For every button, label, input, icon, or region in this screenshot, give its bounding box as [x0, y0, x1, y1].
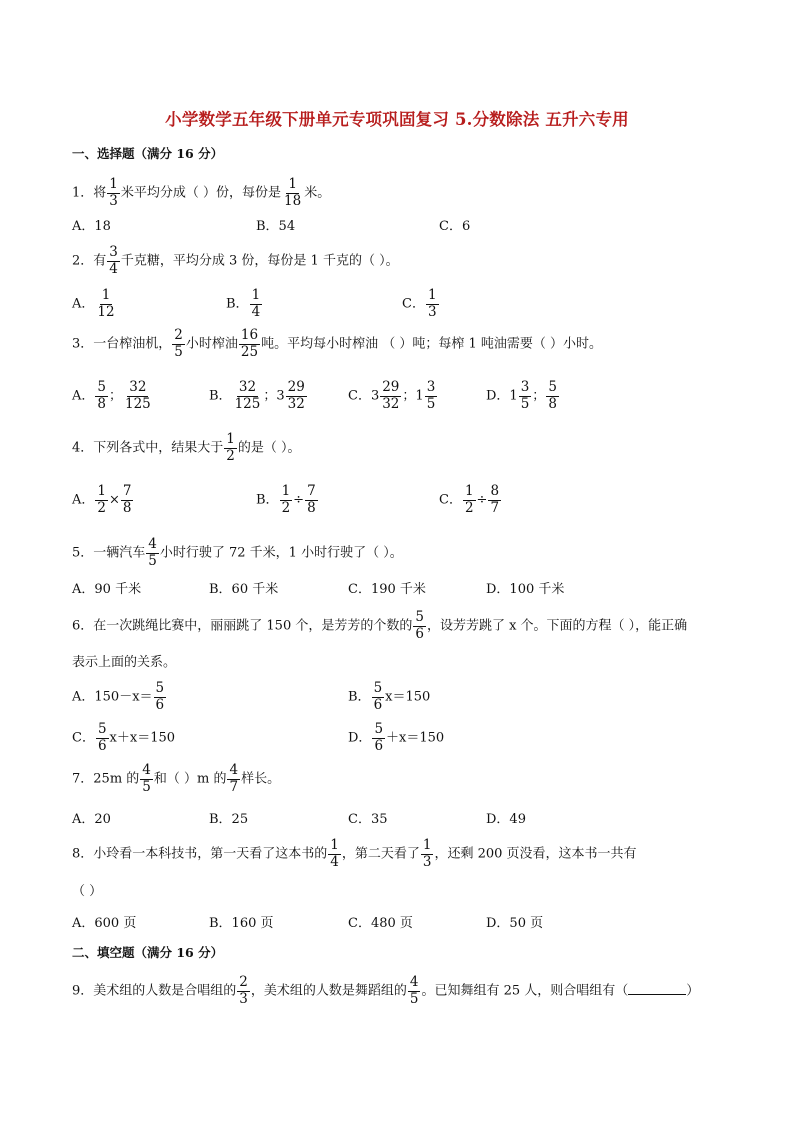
question-8-options	[72, 917, 722, 933]
q1-text-a: 1．将	[72, 185, 107, 201]
question-6-options-row1	[72, 681, 722, 717]
q6-text-b: ，设芳芳跳了 x 个。下面的方程（ ），能正确	[426, 618, 688, 634]
q2-text-b: 千克糖，平均分成 3 份，每份是 1 千克的（ ）。	[120, 253, 399, 269]
q9-text-b: ，美术组的人数是舞蹈组的	[250, 983, 407, 999]
q7-text-c: 样长。	[241, 771, 281, 787]
question-4-options	[72, 484, 722, 520]
q7-fraction-1: $\frac{4}{5}$	[142, 762, 151, 795]
q2-text-a: 2．有	[72, 253, 107, 269]
q7-option-d[interactable]: D．49	[486, 812, 526, 827]
q6-option-b[interactable]: B． $\frac{5}{6}$ x＝150	[348, 680, 431, 713]
q8-option-d[interactable]: D．50 页	[486, 916, 544, 931]
q3-fraction-1: $\frac{2}{5}$	[174, 327, 183, 360]
question-6-options-row2	[72, 722, 722, 758]
q1-text-b: 米平均分成（ ）份，每份是	[120, 185, 282, 201]
question-6	[72, 610, 687, 642]
q5-option-b[interactable]: B．60 千米	[209, 582, 279, 597]
q7-option-a[interactable]: A．20	[72, 812, 111, 827]
q7-text-a: 7．25m 的	[72, 771, 140, 787]
q2-fraction: $\frac{3}{4}$	[109, 244, 118, 277]
q9-text-a: 9．美术组的人数是合唱组的	[72, 983, 237, 999]
q4-option-b[interactable]: B． $\frac{1}{2}$ ÷ $\frac{7}{8}$	[256, 483, 316, 516]
q8-text-b: ，第二天看了	[341, 846, 420, 862]
q4-text-b: 的是（ ）。	[237, 440, 301, 456]
q1-option-a[interactable]: A．18	[72, 219, 111, 234]
q9-fraction-2: $\frac{4}{5}$	[409, 974, 419, 1007]
q6-option-c[interactable]: C． $\frac{5}{6}$ x＋x＝150	[72, 721, 176, 754]
q9-text-c: 。已知舞组有 25 人，则合唱组有（	[421, 983, 629, 999]
q4-text-a: 4．下列各式中，结果大于	[72, 440, 224, 456]
section-heading-choice: 一、选择题（满分 16 分）	[72, 146, 224, 161]
q3-option-c[interactable]: C．3 $\frac{29}{32}$ ；1 $\frac{3}{5}$	[348, 379, 436, 412]
q8-fraction-2: $\frac{1}{3}$	[422, 837, 432, 870]
q3-fraction-2: $\frac{16}{25}$	[240, 327, 259, 360]
question-5-options	[72, 583, 722, 599]
q6-option-d[interactable]: D． $\frac{5}{6}$ ＋x＝150	[348, 721, 445, 754]
q3-option-d[interactable]: D．1 $\frac{3}{5}$ ； $\frac{5}{8}$	[486, 379, 557, 412]
q1-text-c: 米。	[304, 185, 331, 201]
q7-text-b: 和（ ）m 的	[153, 771, 227, 787]
q3-option-a[interactable]: A． $\frac{5}{8}$ ； $\frac{32}{125}$	[72, 379, 151, 412]
q5-text-a: 5．一辆汽车	[72, 545, 146, 561]
q1-fraction-1: $\frac{1}{3}$	[109, 176, 118, 209]
q6-text-a: 6．在一次跳绳比赛中，丽丽跳了 150 个，是芳芳的个数的	[72, 618, 413, 634]
question-1	[72, 177, 330, 209]
question-2-options	[72, 288, 722, 324]
q8-text-c: ，还剩 200 页没看，这本书一共有	[434, 846, 637, 862]
q7-fraction-2: $\frac{4}{7}$	[229, 762, 239, 795]
q6-option-a[interactable]: A．150－x＝ $\frac{5}{6}$	[72, 680, 165, 713]
question-8	[72, 838, 637, 870]
q1-option-b[interactable]: B．54	[256, 219, 296, 234]
q1-fraction-2: $\frac{1}{18}$	[284, 176, 302, 209]
q3-text-b: 小时榨油	[185, 336, 238, 352]
q4-fraction: $\frac{1}{2}$	[226, 431, 235, 464]
q1-option-c[interactable]: C．6	[439, 219, 471, 234]
question-9	[72, 975, 699, 1007]
q4-option-c[interactable]: C． $\frac{1}{2}$ ÷ $\frac{8}{7}$	[439, 483, 500, 516]
question-2	[72, 245, 399, 277]
q9-text-d: ）	[686, 983, 700, 999]
question-3	[72, 328, 602, 360]
q2-option-c[interactable]: C． $\frac{1}{3}$	[402, 287, 437, 320]
q8-fraction-1: $\frac{1}{4}$	[330, 837, 339, 870]
question-8-line2: （ ）	[72, 884, 103, 899]
question-1-options	[72, 220, 722, 236]
q5-option-d[interactable]: D．100 千米	[486, 582, 565, 597]
q2-option-a[interactable]: A． $\frac{1}{12}$	[72, 287, 115, 320]
q7-option-c[interactable]: C．35	[348, 812, 388, 827]
q4-option-a[interactable]: A． $\frac{1}{2}$ × $\frac{7}{8}$	[72, 483, 132, 516]
q8-option-a[interactable]: A．600 页	[72, 916, 137, 931]
q9-fraction-1: $\frac{2}{3}$	[239, 974, 248, 1007]
question-7-options	[72, 813, 722, 829]
q6-fraction: $\frac{5}{6}$	[415, 609, 424, 642]
q8-option-c[interactable]: C．480 页	[348, 916, 413, 931]
q2-option-b[interactable]: B． $\frac{1}{4}$	[226, 287, 261, 320]
q5-text-b: 小时行驶了 72 千米，1 小时行驶了（ ）。	[159, 545, 403, 561]
question-5	[72, 537, 403, 569]
q8-option-b[interactable]: B．160 页	[209, 916, 274, 931]
question-3-options	[72, 380, 722, 416]
q3-text-a: 3．一台榨油机，	[72, 336, 172, 352]
q3-option-b[interactable]: B． $\frac{32}{125}$ ；3 $\frac{29}{32}$	[209, 379, 305, 412]
question-7	[72, 763, 280, 795]
q8-text-a: 8．小玲看一本科技书，第一天看了这本书的	[72, 846, 328, 862]
question-6-line2: 表示上面的关系。	[72, 655, 177, 670]
section-heading-fill: 二、填空题（满分 16 分）	[72, 945, 224, 960]
q5-option-c[interactable]: C．190 千米	[348, 582, 426, 597]
page-title: 小学数学五年级下册单元专项巩固复习 5.分数除法 五升六专用	[165, 110, 629, 129]
question-4	[72, 432, 301, 464]
q9-answer-blank[interactable]	[628, 984, 686, 995]
q5-option-a[interactable]: A．90 千米	[72, 582, 142, 597]
q7-option-b[interactable]: B．25	[209, 812, 249, 827]
q5-fraction: $\frac{4}{5}$	[148, 536, 157, 569]
q3-text-c: 吨。平均每小时榨油 （ ）吨；每榨 1 吨油需要（ ）小时。	[261, 336, 603, 352]
